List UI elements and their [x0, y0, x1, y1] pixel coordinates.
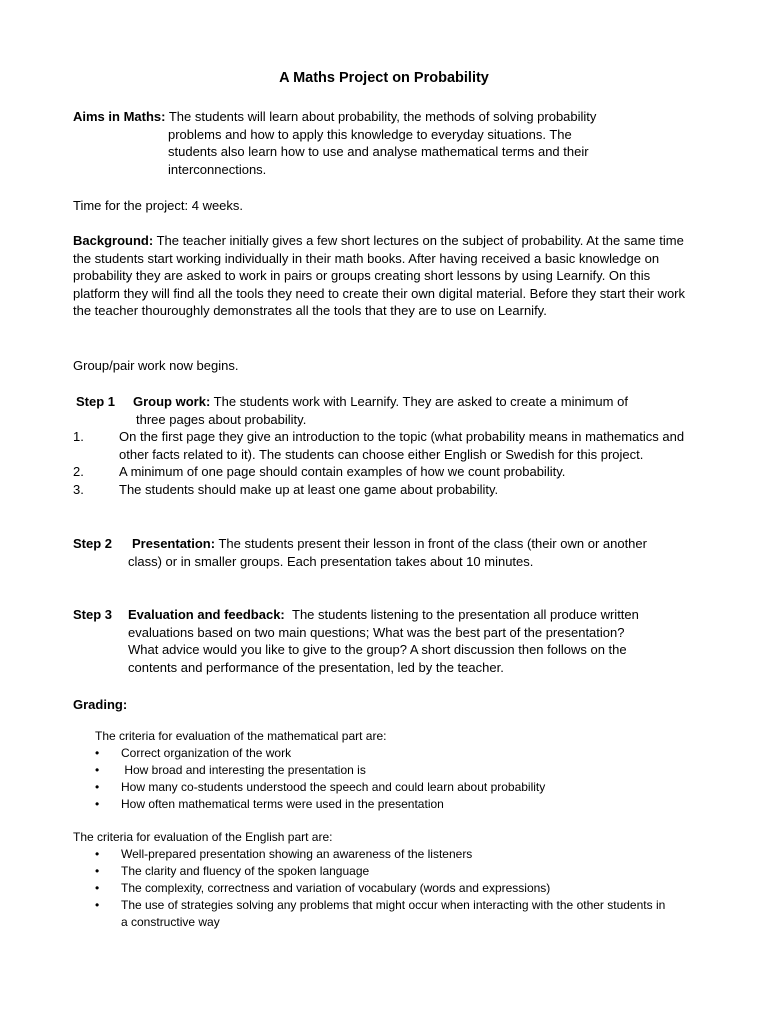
aims-section — [73, 108, 693, 178]
step1-line-1: The students work with Learnify. They are asked to create a minimum of — [213, 394, 628, 409]
english-criteria-section — [73, 829, 673, 931]
aims-line-2: problems and how to apply this knowledge to everyday situations. The — [168, 126, 572, 142]
step1-line-2: three pages about probability. — [136, 411, 307, 427]
list-item: • The use of strategies solving any problems that might occur when interacting with the other students in a constructive way — [95, 898, 666, 929]
list-item: • The clarity and fluency of the spoken language — [95, 864, 370, 878]
step1-number: Step 1 — [76, 394, 116, 409]
grading-label: Grading: — [73, 697, 128, 712]
background-label: Background: — [73, 233, 154, 248]
list-item: • Well-prepared presentation showing an awareness of the listeners — [95, 847, 473, 861]
list-item: 2. A minimum of one page should contain examples of how we count probability. — [73, 464, 566, 479]
step3-label: Evaluation and feedback: — [128, 607, 285, 622]
step3-number: Step 3 — [73, 607, 113, 622]
time-text: Time for the project: 4 weeks. — [73, 198, 244, 213]
step3-line-2: evaluations based on two main questions; What was the best part of the presentation? — [128, 624, 625, 640]
list-item: • How broad and interesting the presentation is — [95, 763, 366, 777]
aims-line-4: interconnections. — [168, 161, 267, 177]
math-criteria-section — [95, 728, 695, 813]
aims-line-1: The students will learn about probability, the methods of solving probability — [168, 109, 597, 124]
step3-line-3: What advice would you like to give to the group? A short discussion then follows on the — [128, 642, 627, 657]
page-title: A Maths Project on Probability — [279, 70, 489, 86]
step1-label: Group work: — [133, 394, 211, 409]
list-item: • Correct organization of the work — [95, 746, 292, 760]
step2-label: Presentation: — [132, 536, 216, 551]
step3-section — [73, 606, 695, 676]
step2-number: Step 2 — [73, 536, 113, 551]
list-item: • The complexity, correctness and variation of vocabulary (words and expressions) — [95, 881, 551, 895]
list-item: 1. On the first page they give an introduction to the topic (what probability means in mathematics and other facts related to it). The students can choose either English or Swedish for this project. — [73, 429, 685, 462]
step3-line-4: contents and performance of the presentation, led by the teacher. — [128, 659, 504, 675]
background-text: The teacher initially gives a few short lectures on the subject of probability. At the same time the students start working individually in their math books. After having received a basic knowledge on probability they are asked to work in pairs or groups creating short lessons by using Learnify. On this platform they will find all the tools they need to create their own digital material. Before they start their work the teacher thouroughly demonstrates all the tools that they are to use on Learnify. — [73, 233, 686, 318]
step2-section — [73, 535, 695, 570]
list-item: • How many co-students understood the speech and could learn about probability — [95, 780, 546, 794]
step1-section — [73, 393, 693, 498]
group-begins-text: Group/pair work now begins. — [73, 358, 239, 373]
list-item: 3. The students should make up at least one game about probability. — [73, 481, 499, 497]
step2-line-1: The students present their lesson in front of the class (their own or another — [218, 536, 647, 551]
aims-line-3: students also learn how to use and analyse mathematical terms and their — [168, 144, 589, 159]
math-criteria-heading: The criteria for evaluation of the mathematical part are: — [95, 729, 387, 743]
background-section — [73, 232, 695, 320]
aims-label: Aims in Maths: — [73, 109, 166, 124]
english-criteria-heading: The criteria for evaluation of the English part are: — [73, 830, 333, 844]
list-item: • How often mathematical terms were used in the presentation — [95, 797, 444, 811]
step3-line-1: The students listening to the presentation all produce written — [292, 607, 639, 622]
step2-line-2: class) or in smaller groups. Each presentation takes about 10 minutes. — [128, 553, 534, 569]
